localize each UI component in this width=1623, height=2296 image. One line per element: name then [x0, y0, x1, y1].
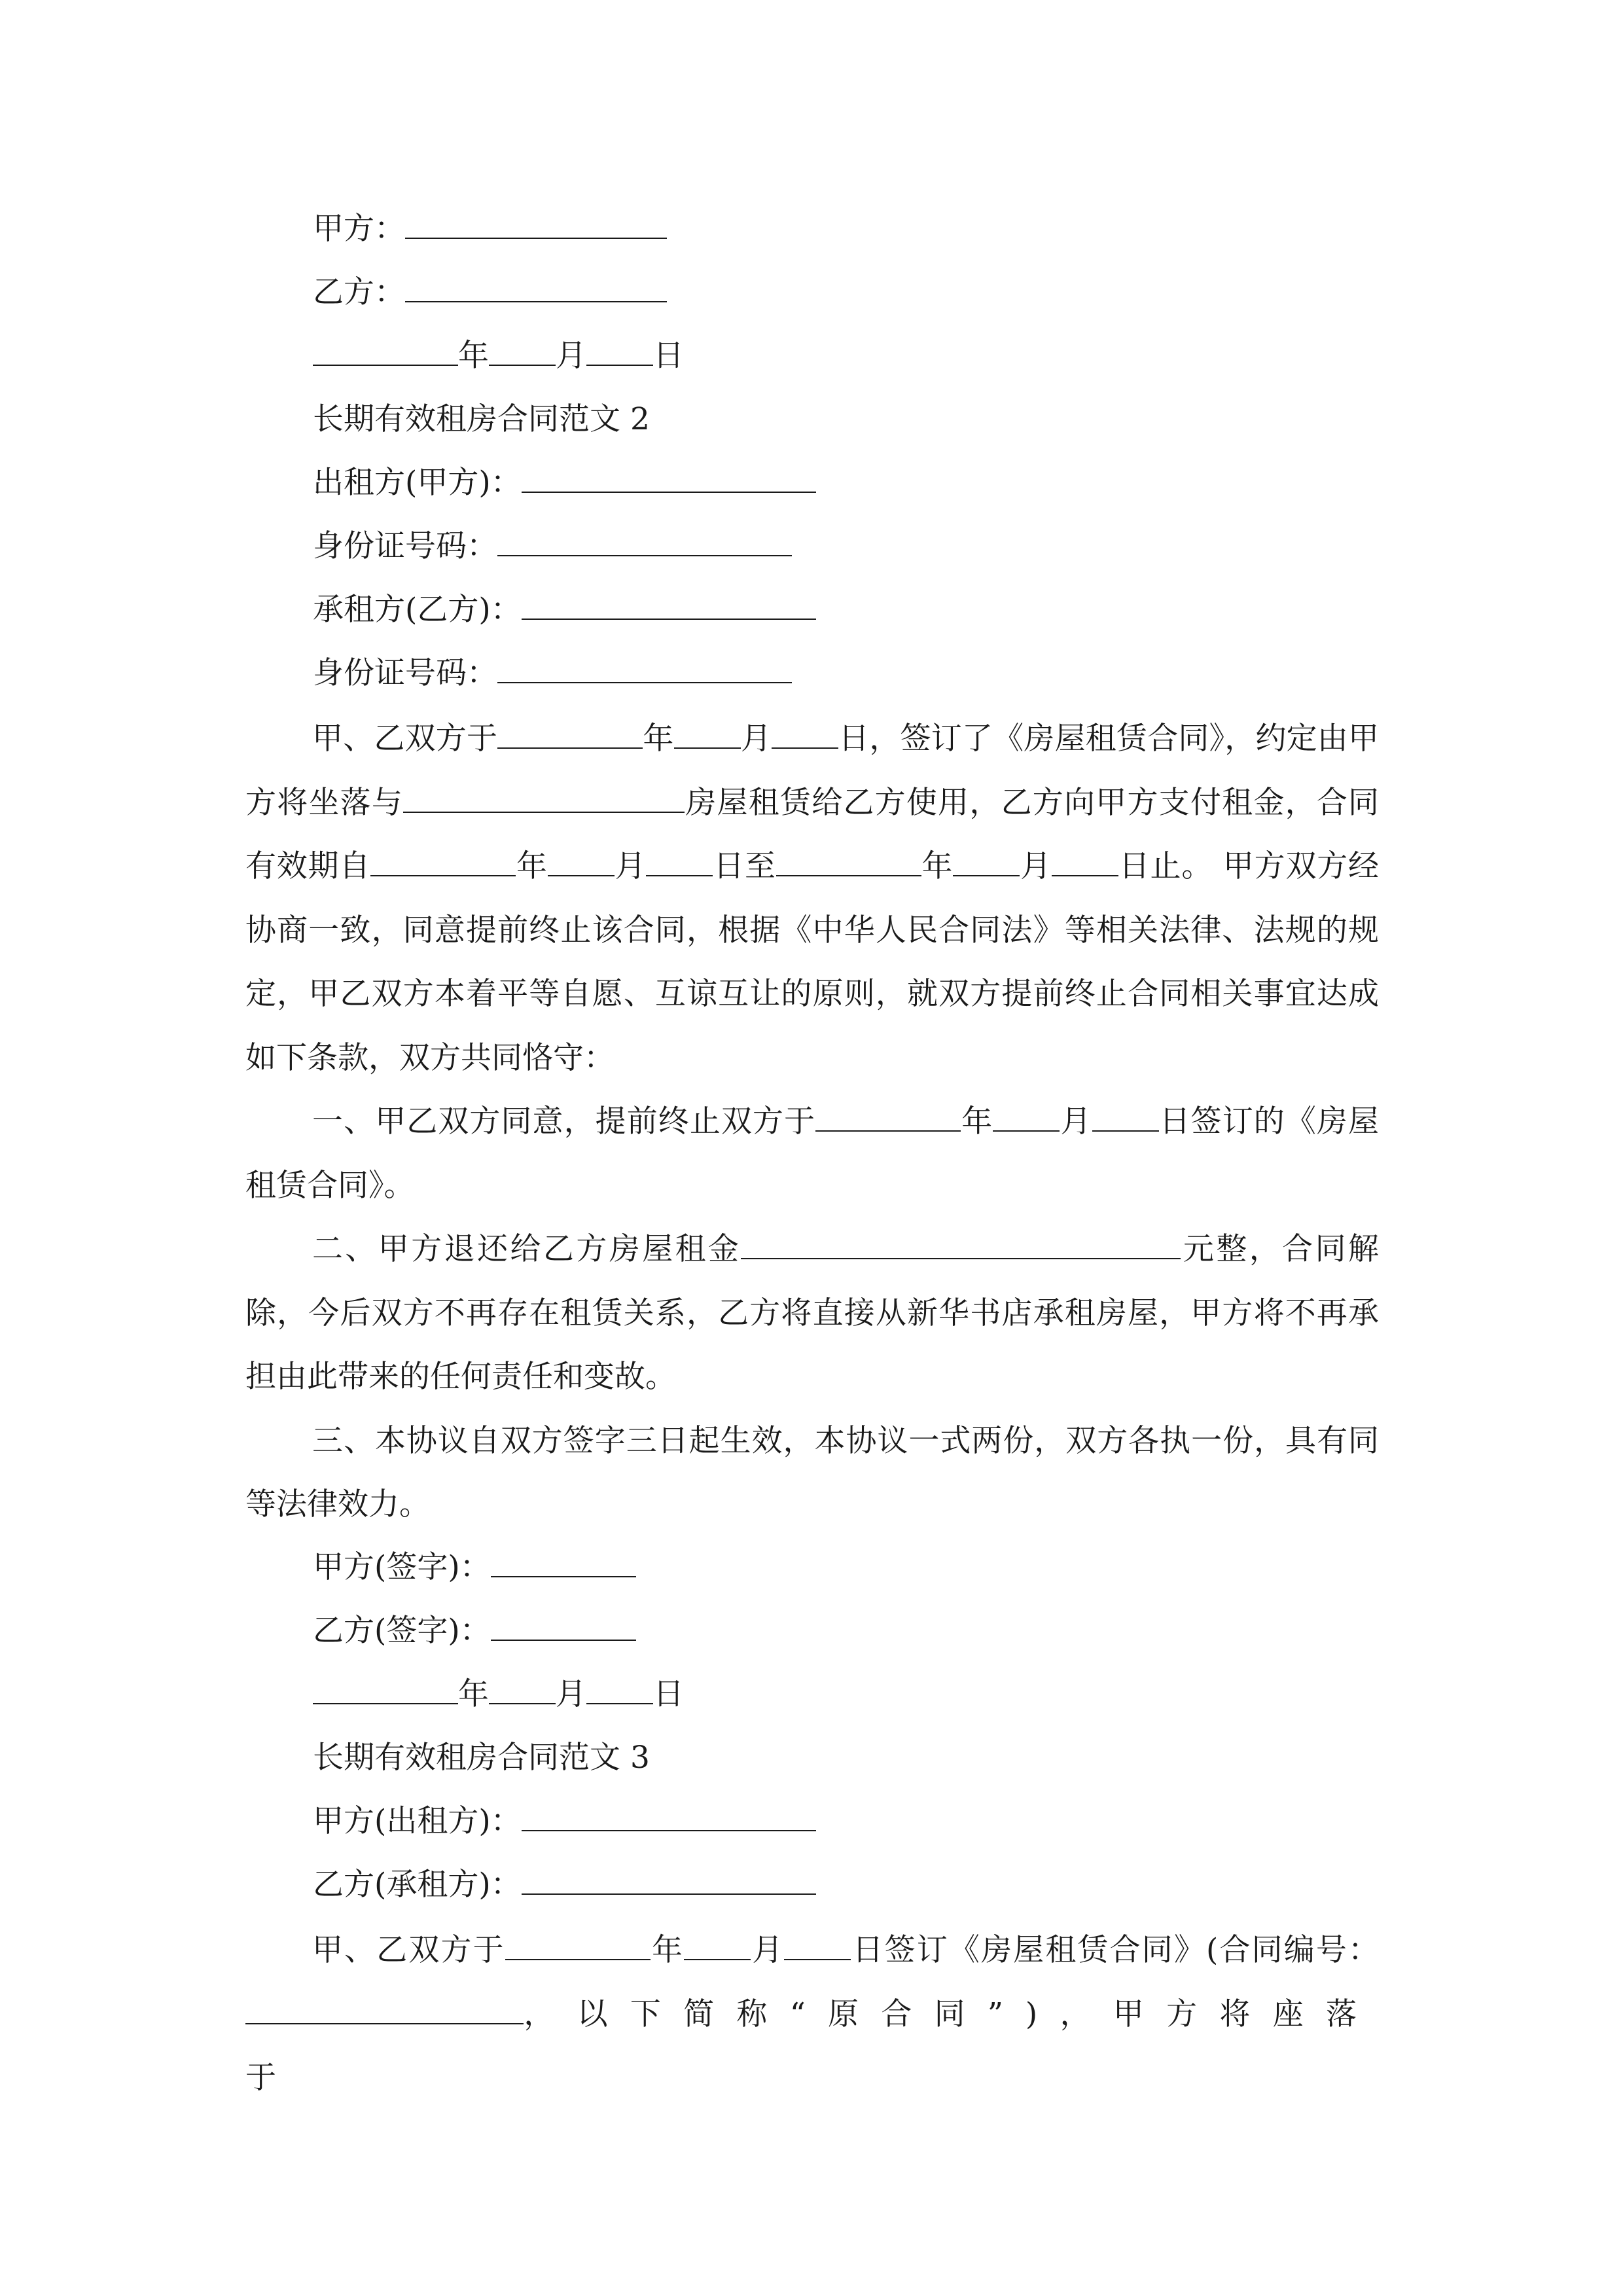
year-label-2: 年 [458, 1676, 489, 1712]
clause-3: 三、本协议自双方签字三日起生效，本协议一式两份，双方各执一份，具有同等法律效力。 [245, 1422, 1379, 1522]
lessor-id-line [313, 527, 792, 566]
year-label: 年 [458, 338, 489, 374]
refund-amount-blank[interactable] [741, 1232, 1181, 1259]
sign-a-line [313, 1548, 636, 1587]
section-2-title: 长期有效租房合同范文 2 [313, 401, 650, 437]
end-year-blank[interactable] [776, 849, 921, 876]
lessee-id-blank[interactable] [497, 656, 792, 683]
year-blank-2[interactable] [313, 1677, 458, 1704]
lessee-line [313, 590, 816, 630]
s3-party-a-blank[interactable] [522, 1804, 816, 1831]
s3-party-b-blank[interactable] [522, 1867, 816, 1895]
intro-paragraph: 甲、乙双方于 年 月 日，签订了《房屋租赁合同》，约定由甲方将坐落与 房屋租赁给乙方使用，乙方向甲方支付租金，合同有效期自 年 月 日至 年 月 日止。 甲方双方经协商一致，同意提前终止该合同，根据《中华人民合同法》等相关法律、法规的规定，甲乙双方本着平等自愿、互谅互让的原则，就双方提前终止合同相关事宜达成如下条款，双方共同恪守： [245, 721, 1380, 1076]
month-blank-2[interactable] [489, 1677, 556, 1704]
sign-a-blank[interactable] [491, 1550, 636, 1577]
s3-year-blank[interactable] [505, 1933, 651, 1960]
clause-1-month-blank[interactable] [993, 1104, 1060, 1132]
lessee-id-label: 身份证号码： [313, 655, 497, 691]
s3-party-b-line [313, 1865, 816, 1905]
section-2-body [245, 707, 1379, 1537]
date-line-2 [313, 1675, 684, 1714]
month-label: 月 [556, 338, 586, 374]
month-label-2: 月 [556, 1676, 586, 1712]
location-blank[interactable] [403, 785, 685, 813]
sign-month-blank[interactable] [674, 721, 741, 749]
s3-party-a-label: 甲方(出租方)： [313, 1803, 522, 1839]
date-line-1 [313, 336, 684, 376]
start-month-blank[interactable] [548, 849, 615, 876]
end-day-blank[interactable] [1052, 849, 1118, 876]
lessor-label: 出租方(甲方)： [313, 465, 522, 501]
day-label-2: 日 [653, 1676, 684, 1712]
start-day-blank[interactable] [646, 849, 713, 876]
section-3-title: 长期有效租房合同范文 3 [313, 1740, 650, 1776]
s3-party-a-line [313, 1802, 816, 1841]
s3-intro-paragraph: 甲、乙双方于 年 月 日签订《房屋租赁合同》(合同编号：，以下简称“原合同”)，甲方将座落于 [245, 1932, 1380, 2096]
party-a-line [313, 209, 667, 249]
day-label: 日 [653, 338, 684, 374]
section-3-body [245, 1918, 1379, 2110]
year-blank[interactable] [313, 338, 458, 366]
clause-1-day-blank[interactable] [1092, 1104, 1159, 1132]
lessor-id-blank[interactable] [497, 529, 792, 556]
clause-2: 二、甲方退还给乙方房屋租金 元整，合同解除，今后双方不再存在租赁关系，乙方将直接从新华书店承租房屋，甲方将不再承担由此带来的任何责任和变故。 [245, 1231, 1380, 1395]
contract-number-blank[interactable] [245, 1997, 524, 2024]
lessee-blank[interactable] [522, 592, 816, 620]
party-b-line [313, 273, 667, 312]
party-a-blank[interactable] [405, 211, 667, 239]
start-year-blank[interactable] [370, 849, 516, 876]
lessee-label: 承租方(乙方)： [313, 592, 522, 628]
day-blank[interactable] [586, 338, 653, 366]
lessee-id-line [313, 654, 792, 693]
clause-1-year-blank[interactable] [815, 1104, 961, 1132]
party-b-label: 乙方： [313, 274, 405, 310]
clause-1: 一、甲乙双方同意，提前终止双方于 年 月 日签订的《房屋租赁合同》。 [245, 1103, 1380, 1204]
sign-b-line [313, 1611, 636, 1651]
party-b-blank[interactable] [405, 275, 667, 302]
lessor-blank[interactable] [522, 465, 816, 493]
day-blank-2[interactable] [586, 1677, 653, 1704]
month-blank[interactable] [489, 338, 556, 366]
sign-a-label: 甲方(签字)： [313, 1549, 491, 1585]
s3-party-b-label: 乙方(承租方)： [313, 1867, 522, 1903]
sign-year-blank[interactable] [497, 721, 643, 749]
sign-b-label: 乙方(签字)： [313, 1613, 491, 1649]
s3-day-blank[interactable] [784, 1933, 851, 1960]
sign-day-blank[interactable] [772, 721, 838, 749]
s3-month-blank[interactable] [684, 1933, 751, 1960]
lessor-id-label: 身份证号码： [313, 528, 497, 564]
lessor-line [313, 463, 816, 503]
party-a-label: 甲方： [313, 211, 405, 247]
end-month-blank[interactable] [953, 849, 1020, 876]
sign-b-blank[interactable] [491, 1613, 636, 1641]
